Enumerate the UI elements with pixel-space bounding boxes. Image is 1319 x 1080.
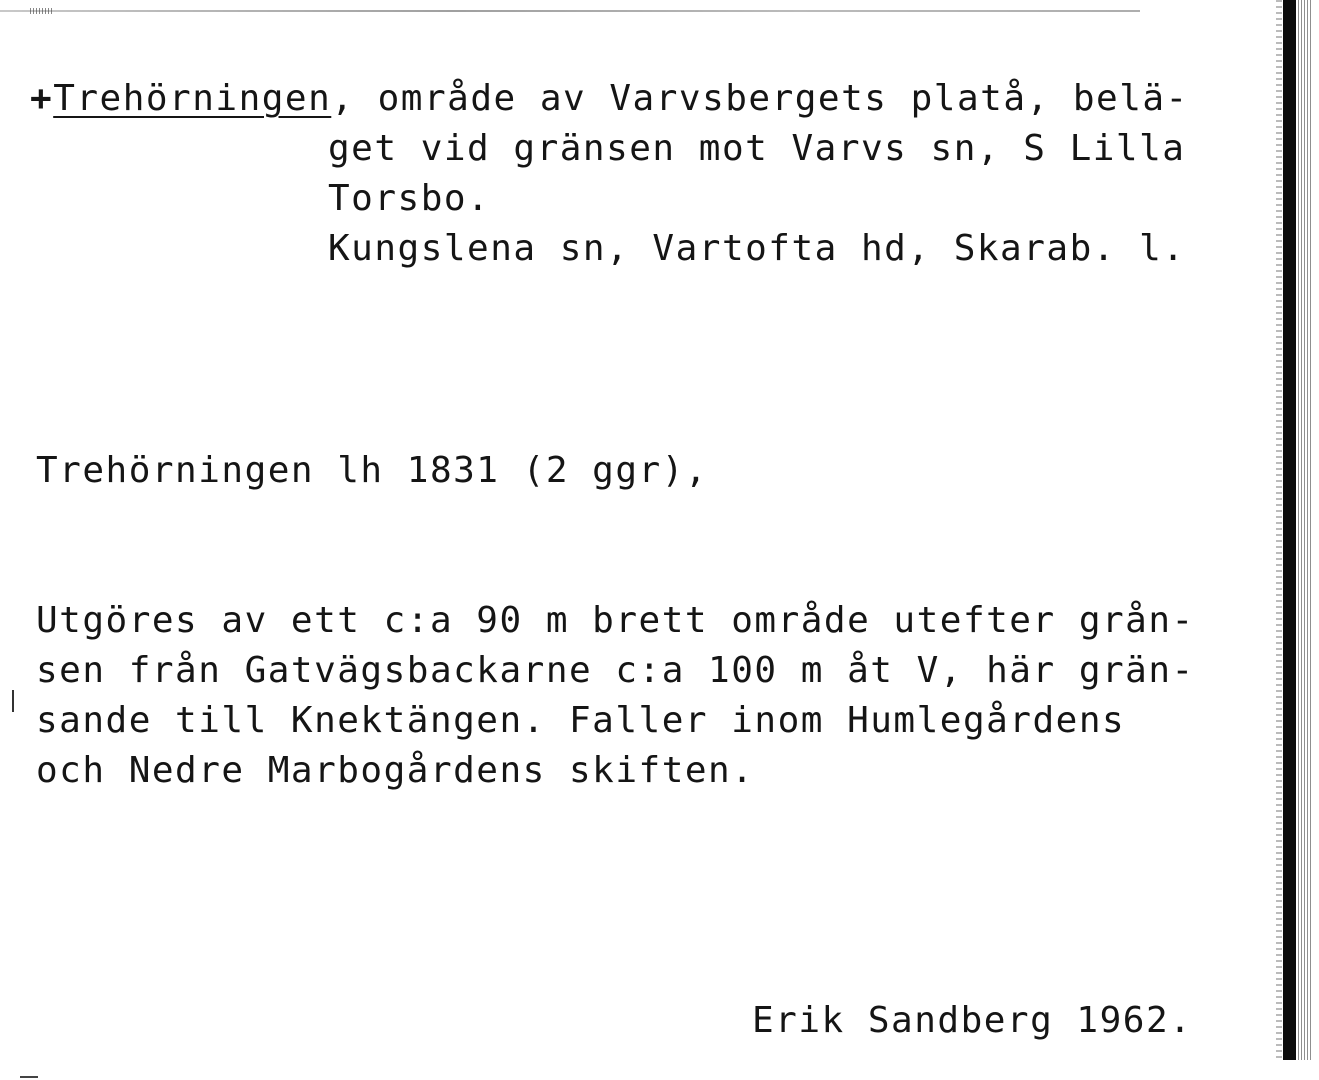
description-line-1: Utgöres av ett c:a 90 m brett område utefter grån-	[36, 600, 1195, 641]
scan-mark-left	[12, 690, 14, 712]
description-line-2: sen från Gatvägsbackarne c:a 100 m åt V, här grän-	[36, 650, 1195, 691]
signature: Erik Sandberg 1962.	[752, 1000, 1193, 1041]
entry-line1-rest: , område av Varvsbergets platå, belä-	[331, 78, 1189, 119]
card-top-edge	[0, 10, 1140, 12]
historical-form: Trehörningen lh 1831 (2 ggr),	[36, 450, 709, 491]
scan-edge-fringe	[1276, 0, 1282, 1060]
description-line-3: sande till Knektängen. Faller inom Humlegårdens	[36, 700, 1126, 741]
entry-heading-line	[30, 74, 1189, 124]
entry-marker: +	[30, 78, 54, 119]
scan-mark-bottom	[20, 1076, 38, 1078]
entry-location: Kungslena sn, Vartofta hd, Skarab. l.	[328, 228, 1186, 269]
scan-mark	[30, 8, 54, 14]
description-line-4: och Nedre Marbogårdens skiften.	[36, 750, 755, 791]
entry-line-3: Torsbo.	[328, 178, 491, 219]
entry-line-2: get vid gränsen mot Varvs sn, S Lilla	[328, 128, 1186, 169]
entry-headword: Trehörningen	[53, 78, 332, 119]
card-right-edge	[1283, 0, 1296, 1060]
scan-edge-outer	[1298, 0, 1312, 1060]
